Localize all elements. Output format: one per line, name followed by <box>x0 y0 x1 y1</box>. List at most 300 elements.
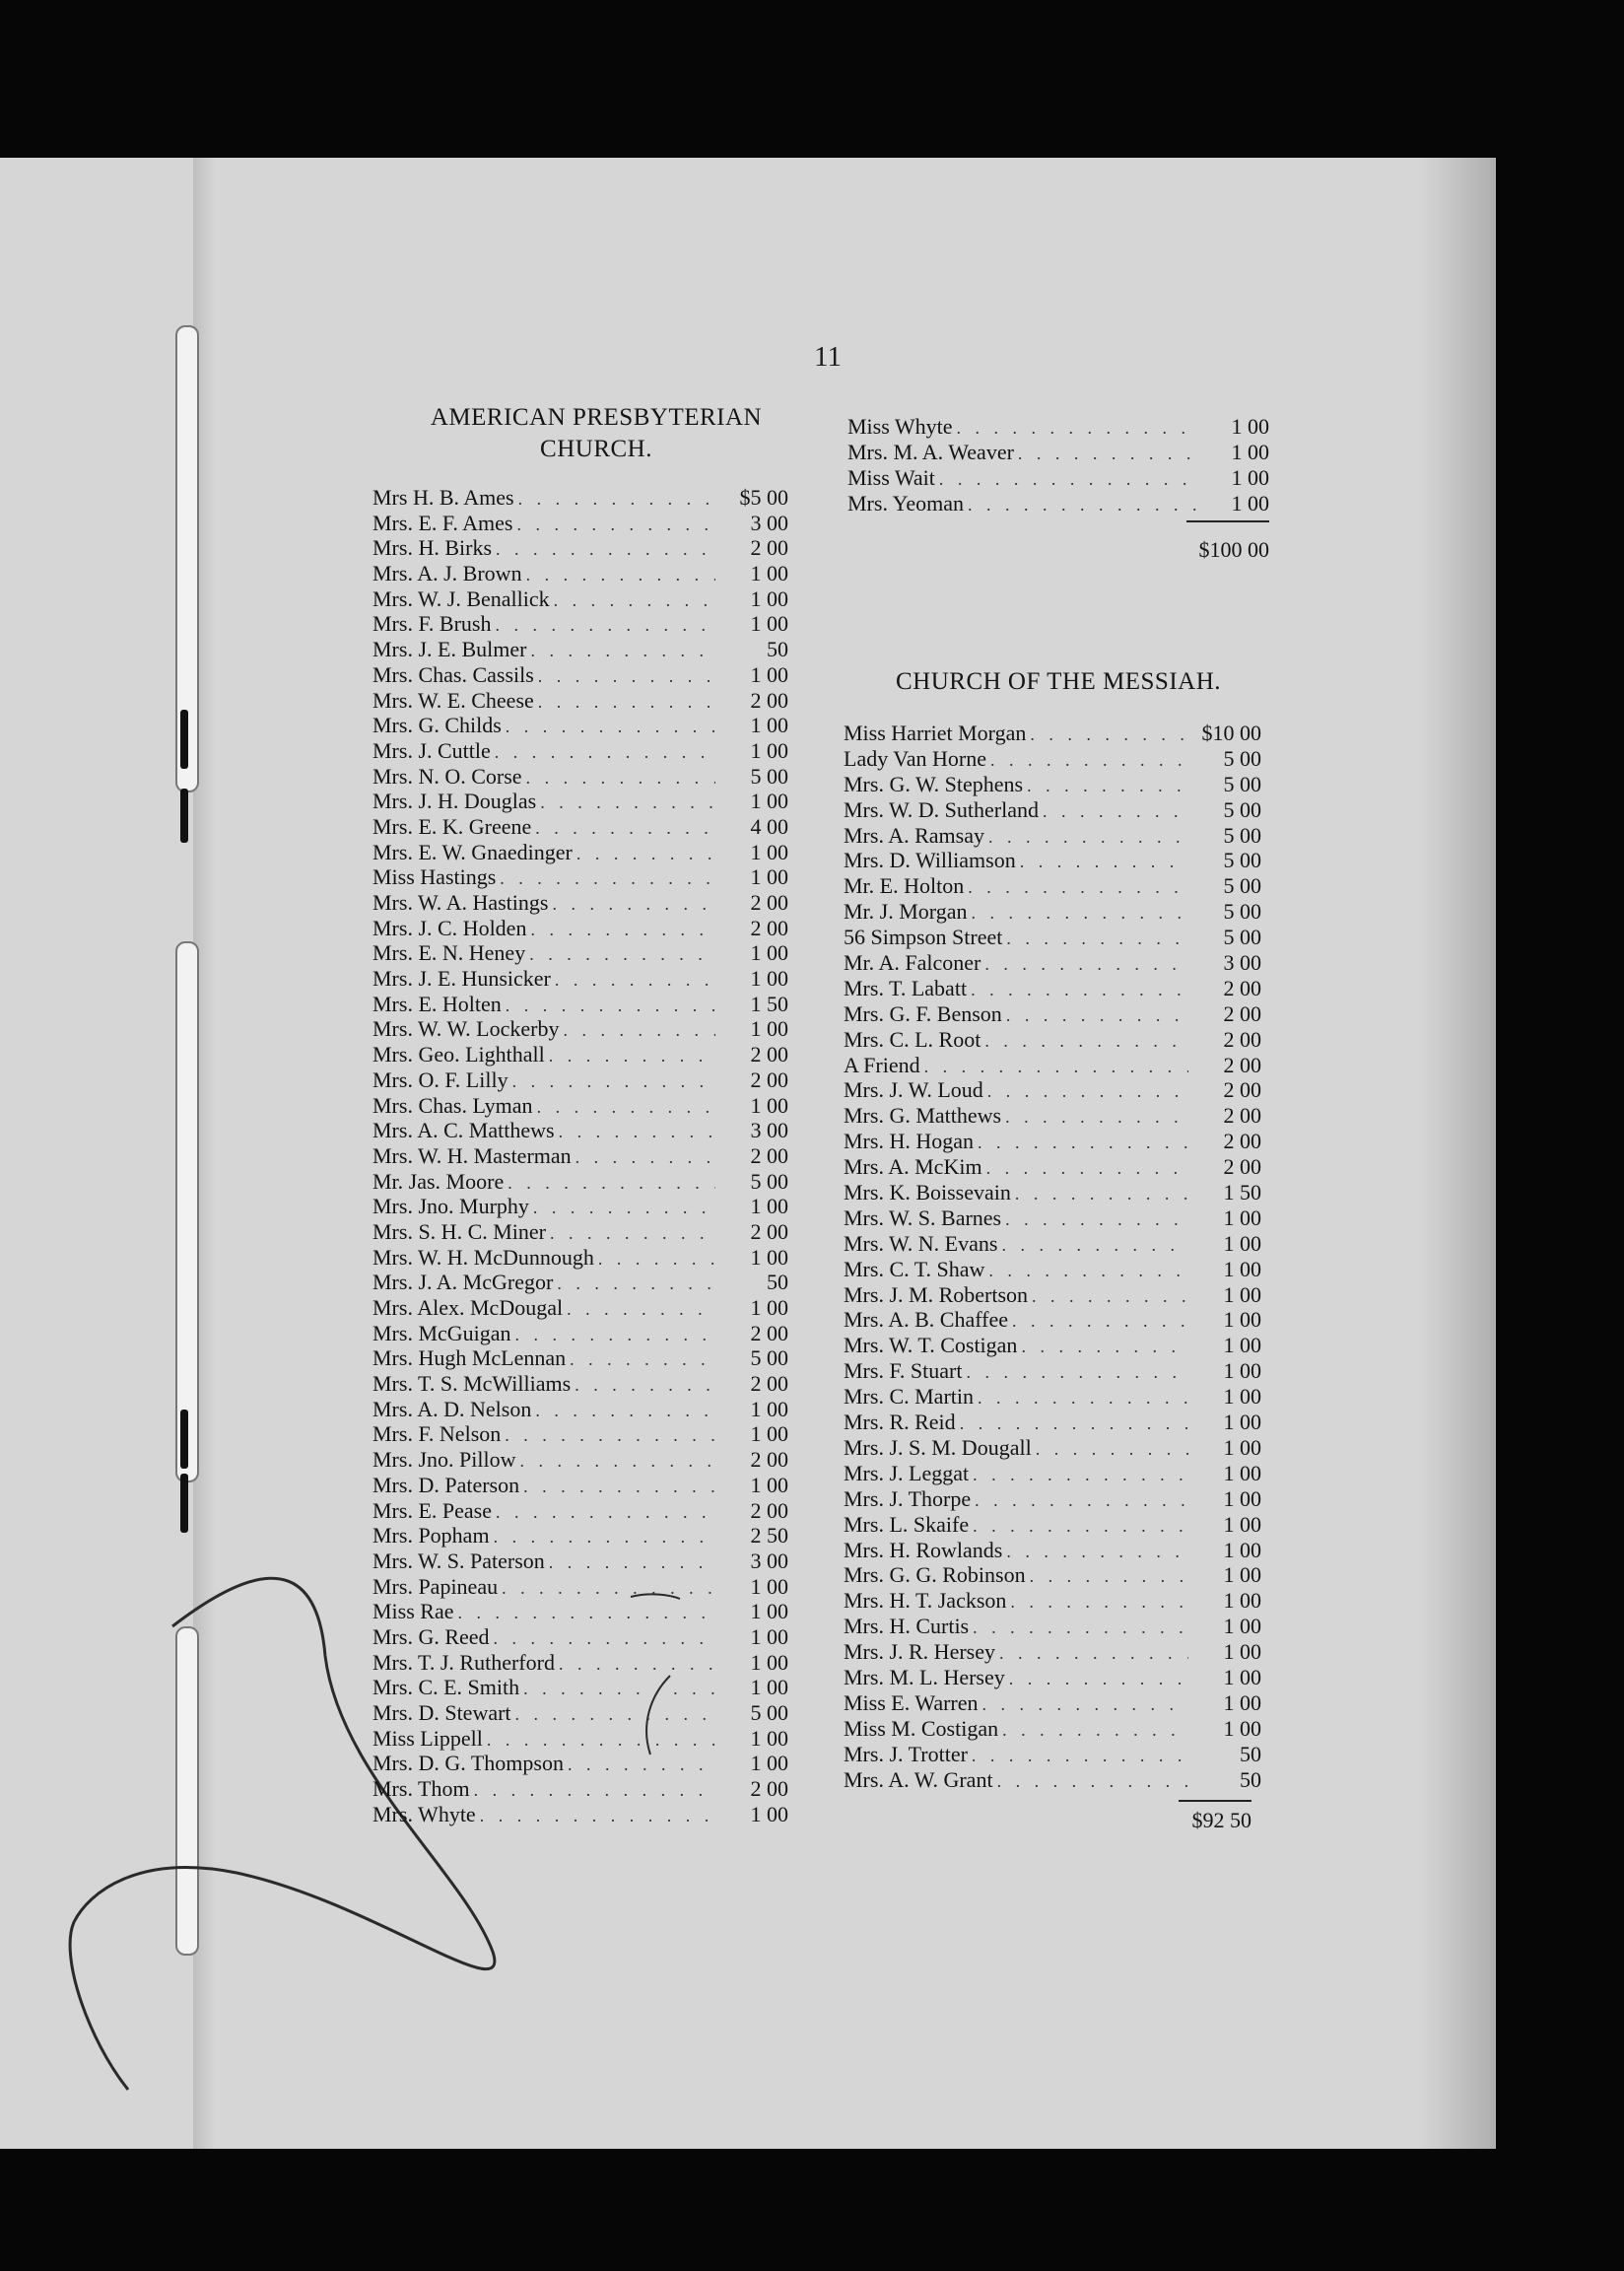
list-item <box>372 535 788 561</box>
donor-name: Mrs. M. L. Hersey <box>844 1664 1005 1689</box>
dot-leader <box>530 639 715 664</box>
donation-amount: 1 00 <box>750 864 788 890</box>
donor-name: Mrs. W. H. McDunnough <box>372 1244 594 1270</box>
dot-leader <box>1005 1207 1188 1233</box>
list-item <box>844 746 1261 772</box>
dot-leader <box>1043 799 1188 825</box>
donor-name: Mrs. Jno. Murphy <box>372 1194 529 1219</box>
dot-leader <box>997 1769 1188 1795</box>
donation-amount: 1 00 <box>750 611 788 637</box>
list-item <box>844 1205 1261 1231</box>
donation-amount: $5 00 <box>739 485 788 510</box>
dot-leader <box>515 1323 715 1348</box>
list-item <box>372 1421 788 1447</box>
donor-name: Mrs. W. D. Sutherland <box>844 796 1039 822</box>
donor-name: Miss Wait <box>847 464 935 490</box>
list-item <box>844 1435 1261 1461</box>
donation-amount: 2 00 <box>750 1776 788 1802</box>
list-item <box>372 1776 788 1802</box>
donor-name: Mrs H. B. Ames <box>372 485 514 510</box>
list-item <box>372 1016 788 1042</box>
dot-leader <box>960 1411 1188 1437</box>
dot-leader <box>519 1449 715 1475</box>
donation-amount: 2 00 <box>1223 1026 1261 1052</box>
list-item <box>372 1194 788 1219</box>
list-item <box>844 1053 1261 1078</box>
dot-leader <box>526 766 715 791</box>
dot-leader <box>1027 774 1188 799</box>
donor-name: Mrs. A. W. Grant <box>844 1766 993 1792</box>
donation-amount: 1 00 <box>1223 1410 1261 1435</box>
list-item <box>844 1129 1261 1154</box>
presbyterian-total: $100 00 <box>1198 537 1269 562</box>
donation-amount: 4 00 <box>750 813 788 839</box>
donor-name: Mrs. W. A. Hastings <box>372 890 549 915</box>
list-item <box>372 940 788 966</box>
list-item <box>372 1295 788 1321</box>
list-item <box>847 414 1269 440</box>
list-item <box>844 797 1261 823</box>
list-item <box>844 1486 1261 1512</box>
donation-amount: 2 00 <box>750 1042 788 1067</box>
dot-leader <box>1001 1233 1188 1259</box>
list-item <box>372 1321 788 1346</box>
list-item <box>844 1461 1261 1486</box>
donation-amount: 1 00 <box>750 789 788 814</box>
donor-name: Mrs. J. M. Robertson <box>844 1281 1029 1307</box>
donation-amount: 1 00 <box>750 966 788 992</box>
list-item <box>372 637 788 662</box>
dot-leader <box>973 1463 1188 1488</box>
donation-amount: 1 00 <box>1223 1204 1261 1230</box>
dot-leader <box>549 1044 715 1069</box>
donation-amount: 3 00 <box>750 1548 788 1573</box>
dot-leader <box>567 1297 715 1323</box>
donor-name: Mrs. G. Childs <box>372 713 502 738</box>
donor-name: Mrs. Jno. Pillow <box>372 1447 516 1473</box>
dot-leader <box>978 1131 1188 1156</box>
donor-name: Mrs. A. C. Matthews <box>372 1118 555 1143</box>
list-item <box>844 1384 1261 1410</box>
church-of-the-messiah-list <box>844 721 1261 1792</box>
donation-amount: 2 00 <box>750 687 788 713</box>
donation-amount: 1 00 <box>1223 1333 1261 1358</box>
donor-name: Miss Hastings <box>372 864 497 890</box>
donation-amount: 1 00 <box>750 1599 788 1624</box>
dot-leader <box>518 487 715 513</box>
dot-leader <box>549 1550 715 1576</box>
donor-name: Mrs. E. F. Ames <box>372 510 513 535</box>
donor-name: Mrs. E. K. Greene <box>372 813 532 839</box>
donor-name: Mrs. A. B. Chaffee <box>844 1307 1009 1333</box>
donor-name: Mrs. F. Brush <box>372 611 492 637</box>
dot-leader <box>988 1259 1188 1284</box>
donor-name: Mrs. J. W. Loud <box>844 1077 983 1103</box>
donor-name: Mrs. C. E. Smith <box>372 1675 520 1700</box>
total-rule <box>1186 520 1269 522</box>
list-item <box>844 1614 1261 1639</box>
dot-leader <box>939 467 1196 493</box>
donation-amount: 50 <box>1240 1766 1261 1792</box>
donation-amount: 2 00 <box>1223 1154 1261 1180</box>
list-item <box>372 485 788 511</box>
donor-name: Mrs. H. T. Jackson <box>844 1588 1007 1614</box>
donation-amount: 5 00 <box>1223 771 1261 796</box>
dot-leader <box>1012 1309 1188 1335</box>
dot-leader <box>1036 1437 1188 1463</box>
list-item <box>372 561 788 586</box>
donation-amount: 2 00 <box>750 1497 788 1523</box>
dot-leader <box>496 1500 715 1526</box>
list-item <box>372 511 788 536</box>
list-item <box>844 1665 1261 1690</box>
list-item <box>372 1675 788 1700</box>
donor-name: Mrs. Yeoman <box>847 490 964 516</box>
donor-name: Mrs. Hugh McLennan <box>372 1345 567 1371</box>
donor-name: Mrs. W. H. Masterman <box>372 1142 572 1168</box>
dot-leader <box>972 901 1189 927</box>
list-item <box>372 1371 788 1397</box>
donation-amount: 1 00 <box>1223 1460 1261 1485</box>
donation-amount: 5 00 <box>1223 848 1261 873</box>
dot-leader <box>550 1221 715 1247</box>
donation-amount: 1 00 <box>750 1092 788 1118</box>
list-item <box>372 1523 788 1548</box>
list-item <box>372 1397 788 1422</box>
donor-name: Mrs. G. Reed <box>372 1623 490 1649</box>
donor-name: Miss Rae <box>372 1599 454 1624</box>
list-item <box>372 586 788 612</box>
donation-amount: 2 00 <box>750 1142 788 1168</box>
dot-leader <box>924 1055 1188 1080</box>
dot-leader <box>495 613 715 639</box>
dot-leader <box>530 918 715 943</box>
donation-amount: 1 00 <box>1223 1256 1261 1281</box>
donation-amount: 2 00 <box>1223 1052 1261 1077</box>
dot-leader <box>1005 1105 1188 1131</box>
donor-name: Mrs. H. Hogan <box>844 1129 974 1154</box>
dot-leader <box>1018 442 1196 467</box>
list-item <box>844 1358 1261 1384</box>
donation-amount: 2 00 <box>750 1447 788 1473</box>
list-item <box>372 611 788 637</box>
dot-leader <box>1032 1284 1188 1310</box>
list-item <box>372 1473 788 1498</box>
dot-leader <box>972 1744 1188 1769</box>
donor-name: Mrs. R. Reid <box>844 1410 956 1435</box>
binding-stitch <box>175 1626 199 1956</box>
donation-amount: 3 00 <box>750 1118 788 1143</box>
list-item <box>844 1742 1261 1767</box>
dot-leader <box>559 1652 715 1678</box>
list-item <box>372 966 788 992</box>
donor-name: Mrs. K. Boissevain <box>844 1180 1011 1205</box>
donation-amount: 1 00 <box>750 585 788 611</box>
list-item <box>844 1333 1261 1358</box>
list-item <box>372 1042 788 1067</box>
donor-name: Mrs. Papineau <box>372 1573 499 1599</box>
list-item <box>844 1767 1261 1793</box>
dot-leader <box>506 994 715 1019</box>
donor-name: Mrs. D. Williamson <box>844 848 1016 873</box>
list-item <box>844 899 1261 925</box>
donation-amount: 1 00 <box>750 1801 788 1826</box>
list-item <box>372 1498 788 1524</box>
donation-amount: 1 00 <box>1223 1307 1261 1333</box>
dot-leader <box>512 1069 715 1095</box>
donation-amount: 5 00 <box>750 1345 788 1371</box>
donor-name: Mrs. J. R. Hersey <box>844 1639 995 1665</box>
donation-amount: 1 00 <box>750 940 788 966</box>
donor-name: Mrs. W. J. Benallick <box>372 585 550 611</box>
dot-leader <box>973 1514 1188 1540</box>
donation-amount: 1 00 <box>750 1016 788 1042</box>
dot-leader <box>982 1692 1188 1718</box>
donation-amount: 2 00 <box>750 1371 788 1397</box>
list-item <box>372 662 788 688</box>
donor-name: Miss Harriet Morgan <box>844 721 1027 745</box>
donor-name: Mrs. M. A. Weaver <box>847 439 1014 464</box>
list-item <box>372 1143 788 1169</box>
dot-leader <box>957 416 1196 442</box>
donation-amount: 1 00 <box>1223 1384 1261 1410</box>
donor-name: Mrs. A. D. Nelson <box>372 1396 532 1421</box>
donation-amount: 5 00 <box>1223 873 1261 899</box>
list-item <box>372 916 788 941</box>
list-item <box>844 1077 1261 1103</box>
dot-leader <box>1009 1667 1188 1692</box>
list-item <box>372 1624 788 1650</box>
donation-amount: 1 00 <box>1223 1588 1261 1614</box>
list-item <box>372 992 788 1017</box>
donor-name: Mrs. H. Birks <box>372 535 493 561</box>
dot-leader <box>990 748 1188 774</box>
donor-name: Mrs. A. Ramsay <box>844 822 984 848</box>
dot-leader <box>568 1753 715 1778</box>
donation-amount: 5 00 <box>1223 822 1261 848</box>
donor-name: Mrs. E. W. Gnaedinger <box>372 839 573 864</box>
dot-leader <box>480 1804 715 1829</box>
donation-amount: 2 00 <box>1223 1077 1261 1103</box>
dot-leader <box>575 1145 715 1171</box>
donor-name: Mrs. W. W. Lockerby <box>372 1016 560 1042</box>
dot-leader <box>555 968 715 994</box>
dot-leader <box>529 942 715 968</box>
donor-name: Mrs. J. E. Bulmer <box>372 637 527 662</box>
donation-amount: 1 00 <box>750 1244 788 1270</box>
donor-name: A Friend <box>844 1052 920 1077</box>
donor-name: Mrs. G. W. Stephens <box>844 771 1024 796</box>
donation-amount: 1 00 <box>1223 1511 1261 1537</box>
donor-name: Mr. Jas. Moore <box>372 1168 505 1194</box>
list-item <box>844 1716 1261 1742</box>
donor-name: Mrs. J. Thorpe <box>844 1485 972 1511</box>
list-item <box>372 789 788 814</box>
donation-amount: 1 00 <box>1223 1639 1261 1665</box>
donor-name: Mrs. F. Stuart <box>844 1358 963 1384</box>
list-item <box>372 864 788 890</box>
dot-leader <box>515 1702 715 1728</box>
donor-name: Mrs. A. J. Brown <box>372 561 522 586</box>
donor-name: Mrs. W. N. Evans <box>844 1230 998 1256</box>
dot-leader <box>570 1347 715 1373</box>
donation-amount: 1 00 <box>750 1623 788 1649</box>
binding-gap <box>180 1474 188 1533</box>
american-presbyterian-list <box>372 485 788 1826</box>
donation-amount: 1 00 <box>1223 1562 1261 1588</box>
dot-leader <box>1030 1564 1188 1590</box>
list-item <box>844 1231 1261 1257</box>
dot-leader <box>1006 927 1188 952</box>
donation-amount: 2 00 <box>1223 1000 1261 1026</box>
list-item <box>372 1574 788 1600</box>
donation-amount: 5 00 <box>1223 899 1261 925</box>
donation-amount: 1 00 <box>750 839 788 864</box>
donor-name: Mrs. Chas. Lyman <box>372 1092 533 1118</box>
list-item <box>372 1118 788 1143</box>
donation-amount: 1 00 <box>750 1194 788 1219</box>
dot-leader <box>598 1247 715 1273</box>
donor-name: Mrs. Chas. Cassils <box>372 661 534 687</box>
donation-amount: 1 00 <box>1223 1537 1261 1562</box>
section-heading-american-presbyterian <box>394 402 798 465</box>
list-item <box>372 1219 788 1245</box>
dot-leader <box>1030 723 1188 748</box>
list-item <box>847 440 1269 465</box>
donation-amount: 1 00 <box>1223 1715 1261 1741</box>
list-item <box>372 1245 788 1271</box>
list-item <box>844 1027 1261 1053</box>
list-item <box>372 1650 788 1676</box>
list-item <box>844 1103 1261 1129</box>
donor-name: Mrs. H. Curtis <box>844 1614 970 1639</box>
list-item <box>372 1270 788 1295</box>
dot-leader <box>516 513 715 538</box>
list-item <box>844 823 1261 849</box>
donor-name: Mrs. L. Skaife <box>844 1511 970 1537</box>
dot-leader <box>986 1156 1188 1182</box>
list-item <box>844 772 1261 797</box>
donation-amount: 1 50 <box>750 991 788 1016</box>
donation-amount: 2 00 <box>1223 975 1261 1000</box>
donation-amount: 1 00 <box>1223 1664 1261 1689</box>
donation-amount: 1 00 <box>1223 1485 1261 1511</box>
list-item <box>844 976 1261 1001</box>
binding-gap <box>180 789 188 843</box>
donor-name: Mrs. J. Trotter <box>844 1741 968 1766</box>
dot-leader <box>458 1601 716 1626</box>
donor-name: Miss M. Costigan <box>844 1715 999 1741</box>
donor-name: Mrs. G. Matthews <box>844 1103 1002 1129</box>
donor-name: Miss E. Warren <box>844 1689 979 1715</box>
donation-amount: 2 00 <box>750 890 788 915</box>
dot-leader <box>984 952 1188 978</box>
donor-name: Mrs. Thom <box>372 1776 470 1802</box>
list-item <box>844 721 1261 746</box>
presbyterian-continuation-list <box>847 414 1269 516</box>
donor-name: Mrs. C. Martin <box>844 1384 974 1410</box>
dot-leader <box>966 1360 1188 1386</box>
donation-amount: 1 00 <box>750 561 788 586</box>
donation-amount: 1 00 <box>1231 464 1269 490</box>
donor-name: Mrs. T. J. Rutherford <box>372 1649 555 1675</box>
binding-stitch <box>175 941 199 1482</box>
list-item <box>844 1001 1261 1027</box>
donor-name: Mrs. W. S. Barnes <box>844 1204 1002 1230</box>
dot-leader <box>508 1171 715 1197</box>
donor-name: Mr. A. Falconer <box>844 950 981 976</box>
dot-leader <box>523 1677 715 1702</box>
list-item <box>844 1562 1261 1588</box>
dot-leader <box>968 493 1196 518</box>
donation-amount: 1 00 <box>750 737 788 763</box>
dot-leader <box>575 1373 715 1399</box>
dot-leader <box>1010 1590 1188 1616</box>
donation-amount: 1 00 <box>750 1472 788 1497</box>
dot-leader <box>535 816 715 842</box>
dot-leader <box>978 1386 1188 1411</box>
total-rule <box>1179 1800 1252 1802</box>
dot-leader <box>495 740 715 766</box>
dot-leader <box>1021 1335 1188 1360</box>
dot-leader <box>487 1728 715 1754</box>
donor-name: Mrs. J. S. M. Dougall <box>844 1434 1032 1460</box>
list-item <box>372 688 788 714</box>
dot-leader <box>987 1079 1188 1105</box>
donor-name: Mrs. C. T. Shaw <box>844 1256 985 1281</box>
donation-amount: 5 00 <box>750 763 788 789</box>
donation-amount: 2 00 <box>1223 1129 1261 1154</box>
donation-amount: 1 00 <box>1223 1434 1261 1460</box>
donor-name: Mrs. Geo. Lighthall <box>372 1042 545 1067</box>
dot-leader <box>496 537 715 563</box>
donation-amount: 1 00 <box>750 1421 788 1447</box>
list-item <box>372 890 788 916</box>
donation-amount: 5 00 <box>1223 796 1261 822</box>
donor-name: Mrs. D. G. Thompson <box>372 1751 564 1776</box>
donor-name: Mrs. J. H. Douglas <box>372 789 537 814</box>
donation-amount: 2 00 <box>750 535 788 561</box>
list-item <box>844 1307 1261 1333</box>
donor-name: Mrs. G. F. Benson <box>844 1000 1002 1026</box>
donation-amount: 1 00 <box>750 1295 788 1320</box>
list-item <box>844 1180 1261 1205</box>
donation-amount: 5 00 <box>750 1700 788 1725</box>
dot-leader <box>523 1475 715 1500</box>
dot-leader <box>500 866 715 892</box>
dot-leader <box>552 892 715 918</box>
donor-name: Mrs. T. S. McWilliams <box>372 1371 572 1397</box>
donor-name: Mrs. J. E. Hunsicker <box>372 966 551 992</box>
donor-name: Mrs. O. F. Lilly <box>372 1067 508 1092</box>
dot-leader <box>1015 1182 1188 1207</box>
donation-amount: 1 00 <box>1231 490 1269 516</box>
donor-name: Mrs. T. Labatt <box>844 975 968 1000</box>
donor-name: Mrs. J. C. Holden <box>372 915 527 940</box>
donor-name: Miss Lippell <box>372 1725 483 1751</box>
list-item <box>844 1588 1261 1614</box>
list-item <box>372 1447 788 1473</box>
list-item <box>372 1067 788 1093</box>
donation-amount: 2 00 <box>750 1320 788 1345</box>
donor-name: Mrs. Popham <box>372 1523 490 1548</box>
donor-name: Mrs. McGuigan <box>372 1320 511 1345</box>
list-item <box>844 950 1261 976</box>
donation-amount: 2 50 <box>750 1523 788 1548</box>
donor-name: Mrs. H. Rowlands <box>844 1537 1003 1562</box>
binding-gap <box>180 1410 188 1469</box>
dot-leader <box>537 1095 715 1121</box>
